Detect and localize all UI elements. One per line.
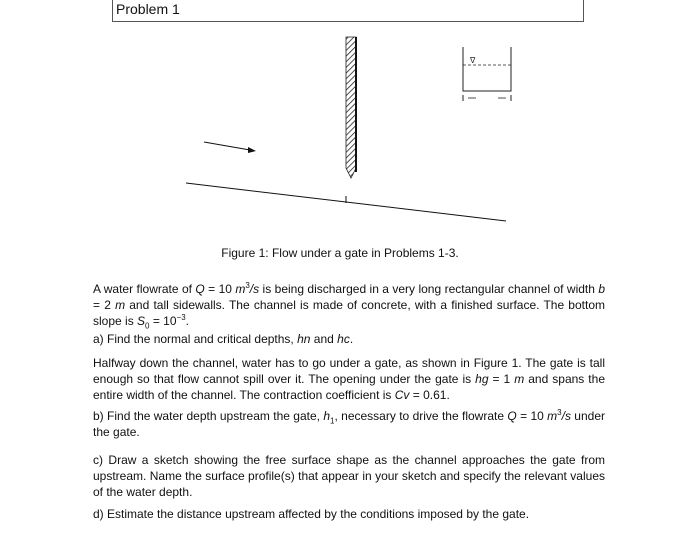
cross-section-inset xyxy=(463,47,511,101)
question-a: a) Find the normal and critical depths, hn and hc. xyxy=(93,332,354,346)
sluice-gate xyxy=(346,37,356,178)
flow-arrow-icon xyxy=(204,142,256,153)
question-d: d) Estimate the distance upstream affected by the conditions imposed by the gate. xyxy=(93,507,530,521)
water-level-icon: ∇ xyxy=(470,56,476,65)
gate-description: Halfway down the channel, water has to go under a gate, as shown in Figure 1. The gate is tall enough so that flow cannot spill over it. The opening under the gate is hg = 1 m and spans the entire width of the channel. The contraction coefficient is Cv = 0.61. xyxy=(93,356,605,402)
problem-title: Problem 1 xyxy=(116,1,180,17)
gate-figure xyxy=(0,0,680,240)
problem-intro: A water flowrate of Q = 10 $m^3/s$ is being discharged in a very long rectangular channel of width b = 2 m and tall sidewalls. The channel is made of concrete, with a finished surface. The bottom slope is $S_0 = 10^{-3}$. xyxy=(93,281,606,331)
question-c: c) Draw a sketch showing the free surface shape as the channel approaches the gate from upstream. Name the surface profile(s) that appear in your sketch and specify the relevant values of the water depth. xyxy=(93,453,605,499)
question-b: b) Find the water depth upstream the gate, $h_1$, necessary to drive the flowrate Q = 10 $m^3/s$ under the gate. xyxy=(93,408,606,439)
figure-caption: Figure 1: Flow under a gate in Problems 1-3. xyxy=(221,246,459,260)
